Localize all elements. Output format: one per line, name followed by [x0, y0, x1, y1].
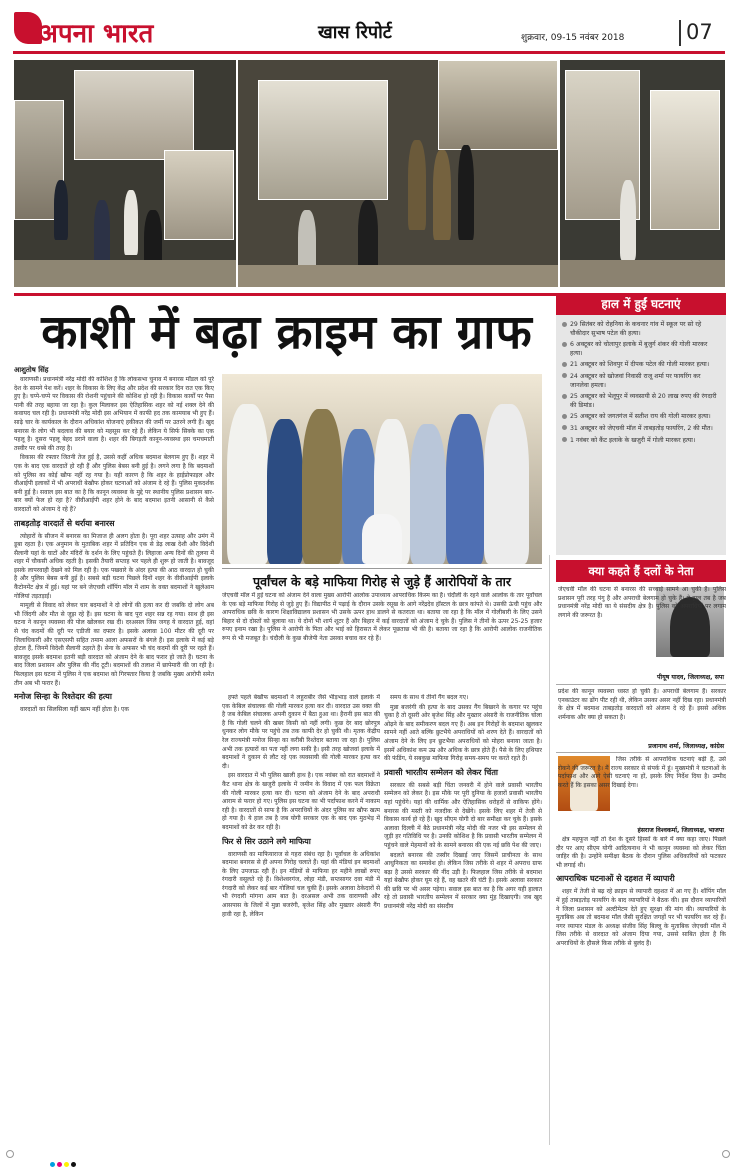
- body-paragraph: समय के साथ ये तीनों गैंग बदल गए।: [390, 694, 469, 701]
- bullet-icon: [562, 394, 567, 399]
- body-paragraph: मामूली से विवाद को लेकर चार बदमाशों ने दो लोगों की हत्या कर दी जबकि दो लोग अब भी जिंदगी और मौत से जूझ रहे हैं। इस घटना के बाद पूरा शहर सन्न रह गया। साथ ही इस घटना ने कानून व्यवस्था की पोल खोलकर रख दी। दरअसल जिस जगह ये वारदात हुई, वहां से चंद कदमों की दूरी पर एडीजी का दफ्तर है। इसके अलावा 100 मीटर की दूरी पर जिलाधिकारी और एसएसपी सहित तमाम आला अफसरों के बंगले हैं। इस इलाके में कई बड़े होटल हैं, जिनमें विदेशी सैलानी ठहरते हैं। सेना के अफसर भी चंद कदमों की दूरी पर रहते हैं। बावजूद इसके बदमाश इतनी बड़ी वारदात को अंजाम देने के बाद फरार हो जाते हैं। घटना के बाद जिला प्रशासन और पुलिस की नींद टूटी। बदमाशों की तलाश में छापेमारी की जा रही है। फिलहाल इस घटना में पुलिस ने एक बदमाश को गिरफ्तार किया है जबकि मुख्य आरोपी समेत तीन अब भी फरार हैं।: [14, 602, 214, 687]
- page-number: 07: [686, 20, 713, 44]
- incident-item: 25 अक्टूबर को जगतगंज में सतीश राय की गोली मारकर हत्या।: [562, 413, 720, 422]
- body-paragraph: क्षेत्र महफूज नहीं तो देश के दूसरे हिस्सों के बारे में क्या कहा जाए। पिछले दौर पर आए सीएम योगी आदित्यनाथ ने भी कानून व्यवस्था को लेकर चिंता जाहिर की है। उन्होंने समीक्षा बैठक के दौरान पुलिस अधिकारियों को फटकार भी लगाई थी।: [556, 836, 726, 869]
- body-paragraph: बदलते बनारस की तस्वीर दिखाई जाए जिसमें प्राचीनता के साथ आधुनिकता का समावेश हो। लेकिन जिस तरीके से शहर में अपराध ग्राफ बढ़ा है उससे सरकार की नींद उड़ी है। फिलहाल जिस तरीके से बदमाश यहां बेखौफ होकर घूम रहे हैं, वह खतरे की घंटी है। इसके अलावा सरकार की छवि पर भी असर पड़ेगा। सवाल इस बात का है कि अगर यही हालात रहे तो प्रवासी भारतीय सम्मेलन में सरकार क्या मुंह दिखाएगी। जब खुद प्रधानमंत्री नरेंद्र मोदी का संसदीय: [384, 851, 542, 911]
- registration-mark: [6, 1150, 14, 1158]
- incident-list: [556, 315, 726, 445]
- column-1: [14, 376, 214, 1146]
- body-paragraph: इस वारदात में भी पुलिस खाली हाथ है। एक नवंबर को रात बदमाशों ने कैंट थाना क्षेत्र के खजुरी इलाके में जमीन के विवाद में एक फल विक्रेता की गोली मारकर हत्या कर दी। घटना को अंजाम देने के बाद अपराधी आराम से फरार हो गए। पुलिस इस घटना का भी पर्दाफाश करने में नाकाम रही है। वारदातों से साफ है कि अपराधियों के अंदर पुलिस का खौफ खत्म हो गया है। ये हाल तब है जब योगी सरकार एक के बाद एक मुठभेड़ में बदमाशों को ढेर कर रही है।: [222, 772, 380, 831]
- bullet-icon: [562, 322, 567, 327]
- column-4: [556, 836, 726, 1146]
- incident-item: 24 अक्टूबर को खोजवां निवासी राजू शर्मा पर फायरिंग कर जानलेवा हमला।: [562, 373, 720, 390]
- incident-item: 31 अक्टूबर को जेएचवी मॉल में ताबड़तोड़ फायरिंग, 2 की मौत।: [562, 425, 720, 434]
- opinions-title: क्या कहते हैं दलों के नेता: [556, 560, 726, 582]
- incident-item: 25 अक्टूबर को भेलूपुर में व्यवसायी से 20 लाख रुपए की रंगदारी की डिमांड।: [562, 393, 720, 410]
- body-paragraph: मुन्ना बजरंगी की हत्या के बाद उसका गैंग बिखरने के कगार पर पहुंच चुका है तो दूसरी ओर बृजेश सिंह और मुख्तार अंसारी के राजनीतिक चोला ओढ़ने के बाद समीकरण बदल गए हैं। अब इन गिरोहों के बदमाश खुलकर सामने नहीं आते बल्कि छुटभैये अपराधियों को शरण देते हैं। वारदातों को अंजाम देने के लिए इन छुटभैया अपराधियों को मोहरा बनाया जाता है। इसमें अधिकांश कम उम्र और अधिक के छात्र होते हैं। पैसे के लिए हथियार की फंडिंग, ये सबकुछ माफिया गिरोह समय-समय पर करते रहते हैं।: [384, 703, 542, 763]
- brand-logo: अपना भारत: [14, 12, 179, 48]
- opinion-quote: जेएचवी मॉल की घटना से बनारस की सच्चाई सामने आ चुकी है। पुलिस प्रशासन पूरी तरह पंगु है और अपराधी बेलगाम हो चुके हैं। ये हाल तब है जब प्रधानमंत्री नरेंद्र मोदी का ये संसदीय क्षेत्र है। पुलिस को अपराधियों पर लगाम लगाने की जरूरत है।: [558, 586, 726, 619]
- bullet-icon: [562, 342, 567, 347]
- subheading: आपराधिक घटनाओं से दहशत में व्यापारी: [556, 874, 675, 884]
- body-paragraph: सरकार की सबसे बड़ी चिंता जनवरी में होने वाले प्रवासी भारतीय सम्मेलन को लेकर है। इस मौके पर पूरी दुनिया के हजारों प्रवासी भारतीय यहां पहुंचेंगे। यहां की धार्मिक और ऐतिहासिक धरोहरों से वाकिफ होंगे। बनारस की मस्ती को नजदीक से देखेंगे। इसके लिए शहर में तेजी से विकास कार्य हो रहे हैं। खुद सीएम योगी दो बार समीक्षा कर चुके हैं। इसके अलावा दिल्ली में बैठे प्रधानमंत्री नरेंद्र मोदी की नजर भी इस सम्मेलन से जुड़ी हर गतिविधि पर है। उनकी कोशिश है कि प्रवासी भारतीय सम्मेलन में पहुंचने वाले मेहमानों को के सामने बनारस की एक नई छवि पेश की जाए।: [384, 781, 542, 849]
- bullet-icon: [562, 437, 567, 442]
- masthead: [0, 0, 737, 58]
- mall-photo-left: [14, 60, 236, 287]
- mall-photo-center: [238, 60, 558, 287]
- opinion-quote: जिस तरीके से आपराधिक घटनाएं बढ़ी हैं, उसे रोकने की जरूरत है। मैं राज्य सरकार से संपर्क में हूं। मुख्यमंत्री ने घटनाओं के पर्दाफाश और आगे ऐसी घटनाएं ना हों, इसके लिए निर्देश दिया है। उम्मीद करते हैं कि इसका असर दिखाई देगा।: [558, 756, 726, 789]
- bullet-icon: [562, 425, 567, 430]
- subheading: प्रवासी भारतीय सम्मेलन को लेकर चिंता: [384, 767, 499, 777]
- subheading: मनोज सिन्हा के रिश्तेदार की हत्या: [14, 692, 112, 702]
- registration-mark: [722, 1150, 730, 1158]
- bullet-icon: [562, 362, 567, 367]
- body-paragraph: त्योहारों के सीजन में बनारस का मिजाज ही अलग होता है। पूरा शहर उत्साह और उमंग में डूबा रहता है। एक अनुमान के मुताबिक शहर में प्रतिदिन एक से डेढ़ लाख देशी और विदेशी सैलानी यहां के घाटों और मंदिरों के दर्शन के लिए पहुंचते हैं। लिहाजा अन्य दिनों की तुलना में शहर में चौकसी अधिक रहती है। इसकी तैयारी सप्ताह भर पहले ही शुरू हो जाती है। बावजूद इसके लापरवाही देखने को मिल रही है। एक पखवारे के अंदर हत्या की आठ वारदात हो चुकी है और पुलिस बेबस बनी हुई है। सबसे बड़ी घटना पिछले दिनों शहर के वीवीआईपी इलाके कैंटोनमेंट क्षेत्र में हुई। यहां पर बने जेएचवी शॉपिंग मॉल में शाम के वक्त बदमाशों ने खुलेआम गोलियां तड़तड़ाईं।: [14, 532, 214, 600]
- opinion-author: पीयूष यादव, जिलाध्यक्ष, सपा: [656, 674, 724, 681]
- print-color-bar: [50, 1152, 690, 1158]
- incidents-title: हाल में हुईं घटनाएं: [556, 293, 726, 315]
- story-headline: पूर्वांचल के बड़े माफिया गिरोह से जुड़े हैं आरोपियों के तार: [252, 574, 512, 589]
- intro-paragraph: वाराणसी। प्रधानमंत्री नरेंद्र मोदी की कोशिश है कि लोकसभा चुनाव में बनारस मॉडल को पूरे देश के सामने पेश करें। शहर के विकास के लिए केंद्र और प्रदेश की सरकार दिन रात एक किए हुए है। चप्पे-चप्पे पर विकास की रोशनी पहुंचाने की कोशिश हो रही है। विकास कार्यों पर पैसा पानी की तरह बहाया जा रहा है। कुल मिलाकर इस ऐतिहासिक शहर को नई शक्ल देने की कवायद चल रही है। प्रधानमंत्री नरेंद्र मोदी इस अभियान में काफी हद तक कामयाब भी हुए हैं। साढ़े चार के कार्यकाल के दौरान अधिकांश योजनाएं हकीकत की जमीं पर उतरने लगी हैं। खुद बनारस के लोग भी बदलाव की बयार को महसूस कर रहे हैं। लेकिन ये सिर्फ सिक्के का एक पहलू है। दूसरा पहलू बेहद डराने वाला है। शहर की बिगड़ती कानून-व्यवस्था इस चमचमाती तस्वीर पर धब्बे की तरह है।: [14, 376, 214, 452]
- subheading: फिर से सिर उठाने लगे माफिया: [222, 836, 311, 846]
- police-team-photo: [222, 374, 542, 564]
- subheading: ताबड़तोड़ वारदातें से थर्राया बनारस: [14, 518, 115, 528]
- story-body: जेएचवी मॉल में हुई घटना को अंजाम देने वाला मुख्य आरोपी आलोक उपाध्याय आपराधिक किस्म का है। चंदौली के रहने वाले आलोक के तार पूर्वांचल के एक बड़े माफिया गिरोह से जुड़े हुए हैं। विद्यापीठ में पढ़ाई के दौरान उसके रसूख के आगे नरेंद्रदेव हॉस्टल के छात्र कांपते थे। उसकी ऊंची पहुंच और आपराधिक छवि के कारण शिक्षाविद्यालय प्रशासन भी उसके ऊपर हाथ डालने से कतराता था। बताया जा रहा है कि मॉल में गोलीबारी के लिए उसने बिहार से दो दोस्तों को बुलाया था। ये दोनों भी शार्प शूटर हैं और बिहार में कई वारदातों को अंजाम दे चुके हैं। पुलिस ने तीनों के ऊपर 25-25 हजार रुपए इनाम रखा है। पुलिस ने आरोपी के पिता और भाई को हिरासत में लेकर पूछताछ भी की है। बताया जा रहा है कि आरोपी आलोक राजनीतिक रूप से भी मजबूत है। चंदौली के कुछ बीजेपी नेता उसका बचाव कर रहे हैं।: [222, 592, 542, 642]
- incident-item: 21 अक्टूबर को शिवपुर में दीपक पटेल की गोली मारकर हत्या।: [562, 361, 720, 370]
- body-paragraph: विकास की रफ्तार जितनी तेज हुई है, उससे कहीं अधिक बदमाश बेलगाम हुए हैं। शहर में एक के बाद एक वारदातें हो रही हैं और पुलिस बेबस बनी हुई है। लगने लगा है कि बदमाशों को पुलिस का कोई खौफ नहीं रह गया है। यही कारण है कि शहर के हाईप्रोफाइल और वीआईपी इलाकों में भी अपराधी बेखौफ होकर घटनाओं को अंजाम दे रहे हैं। पुलिस मुकदर्शक बनी हुई है। सवाल इस बात का है कि कानून व्यवस्था के मुद्दे पर स्थानीय पुलिस प्रशासन बार-बार क्यों फेल हो रहा है? वीवीआईपी शहर होने के बाद बदमाश इतनी आसानी से कैसे वारदातों को अंजाम दे रहे हैं?: [14, 454, 214, 513]
- incident-item: 29 सितंबर को रोहनिया के कचनार गांव में स्कूल पर सो रहे चौकीदार सुभाष पटेल की हत्या।: [562, 321, 720, 338]
- opinion-author: प्रजानाथ शर्मा, जिलाध्यक्ष, कांग्रेस: [648, 743, 724, 750]
- bullet-icon: [562, 414, 567, 419]
- issue-date: शुक्रवार, 09-15 नवंबर 2018: [521, 33, 625, 43]
- main-headline: काशी में बढ़ा क्राइम का ग्राफ: [41, 305, 532, 360]
- byline: आशुतोष सिंह: [14, 366, 49, 374]
- body-paragraph: शहर में तेजी से बढ़ रहे क्राइम से व्यापारी दहशत में आ गए हैं। शॉपिंग मॉल में हुई ताबड़तोड़ फायरिंग के बाद व्यापारियों ने बैठक की। इस दौरान व्यापारियों ने जिला प्रशासन को अल्टीमेटम देते हुए सुरक्षा की मांग की। व्यापारियों के मुताबिक अब तो बदमाश मॉल जैसी सुरक्षित जगहों पर भी फायरिंग कर रहे हैं। नगर व्यापार मंडल के अध्यक्ष संजीव सिंह बिल्लू के मुताबिक जेएचवी मॉल में जिस तरीके से वारदात को अंजाम दिया गया, उससे साबित होता है कि अपराधियों के हौसले किस तरीके से बुलंद हैं।: [556, 888, 726, 947]
- opinion-quote: प्रदेश की कानून व्यवस्था ध्वस्त हो चुकी है। अपराधी बेलगाम हैं। सरकार एनकाउंटर का ढोंग पीट रही थी, लेकिन उसका असर नहीं दिख रहा। प्रधानमंत्री के क्षेत्र में बदमाश ताबड़तोड़ वारदातों को अंजाम दे रहे हैं। इससे अधिक शर्मनाक और क्या हो सकता है।: [558, 688, 726, 721]
- mall-photo-right: [560, 60, 725, 287]
- incident-item: 1 नवंबर को कैंट इलाके के खजुरी में गोली मारकर हत्या।: [562, 437, 720, 446]
- incidents-box: [556, 293, 726, 555]
- body-paragraph: हफ्ते पहले बेखौफ बदमाशों ने लहुराबीर जैसे भीड़भाड़ वाले इलाके में एक केबिल संचालक की गोली मारकर हत्या कर दी। वारदात उस वक्त की है जब केबिल संचालक अपनी दुकान में बैठा हुआ था। हैरानी इस बात की है कि गोली चलने की खबर किसी को नहीं लगी। कुछ देर बाद छोरपुत्र धुनकर लोग मौके पर पहुंचे तब तक काफी देर हो चुकी थी। मृतक केंद्रीय रेल राज्यमंत्री मनोज सिन्हा का करीबी रिश्तेदार बताया जा रहा है। पुलिस अभी तक हत्यारों का पता नहीं लगा सकी है। इसी तरह खोजवां इलाके में बदमाशों ने दुकान से लौट रहे एक व्यवसायी की गोली मारकर हत्या कर दी।: [222, 694, 380, 770]
- incident-item: 6 अक्टूबर को चोलापुर इलाके में बुजुर्ग शंकर की गोली मारकर हत्या।: [562, 341, 720, 358]
- opinion-author: हंसराज विश्वकर्मा, जिलाध्यक्ष, भाजपा: [637, 827, 724, 834]
- column-3: [384, 694, 542, 1146]
- column-2: [222, 694, 380, 1146]
- section-label: खास रिपोर्ट: [318, 22, 392, 43]
- body-paragraph: वारदातों का सिलसिला यहीं खत्म नहीं होता है। एक: [20, 706, 129, 714]
- body-paragraph: वाराणसी का माफियाराज से गहरा संबंध रहा है। पूर्वांचल के अधिकांश बदमाश बनारस से ही अपना गिरोह चलाते हैं। यहां की मंडियां इन बदमाशों के लिए उपजाऊ रही हैं। इन मंडियों से माफिया हर महीने लाखों रुपए रंगदारी वसूलते रहे हैं। विशेश्वरगंज, लोहा मंडी, सप्तसागर दवा मंडी में रंगदारी को लेकर कई बार गोलियां चल चुकी हैं। इसके अलावा ठेकेदारों से भी रंगदारी मांगना आम बात है। दरअसल अभी तक वाराणसी और आसपास के जिलों में मुन्ना बजरंगी, बृजेश सिंह और मुख्तार अंसारी गैंग हावी रहा है, लेकिन: [222, 850, 380, 918]
- bullet-icon: [562, 373, 567, 378]
